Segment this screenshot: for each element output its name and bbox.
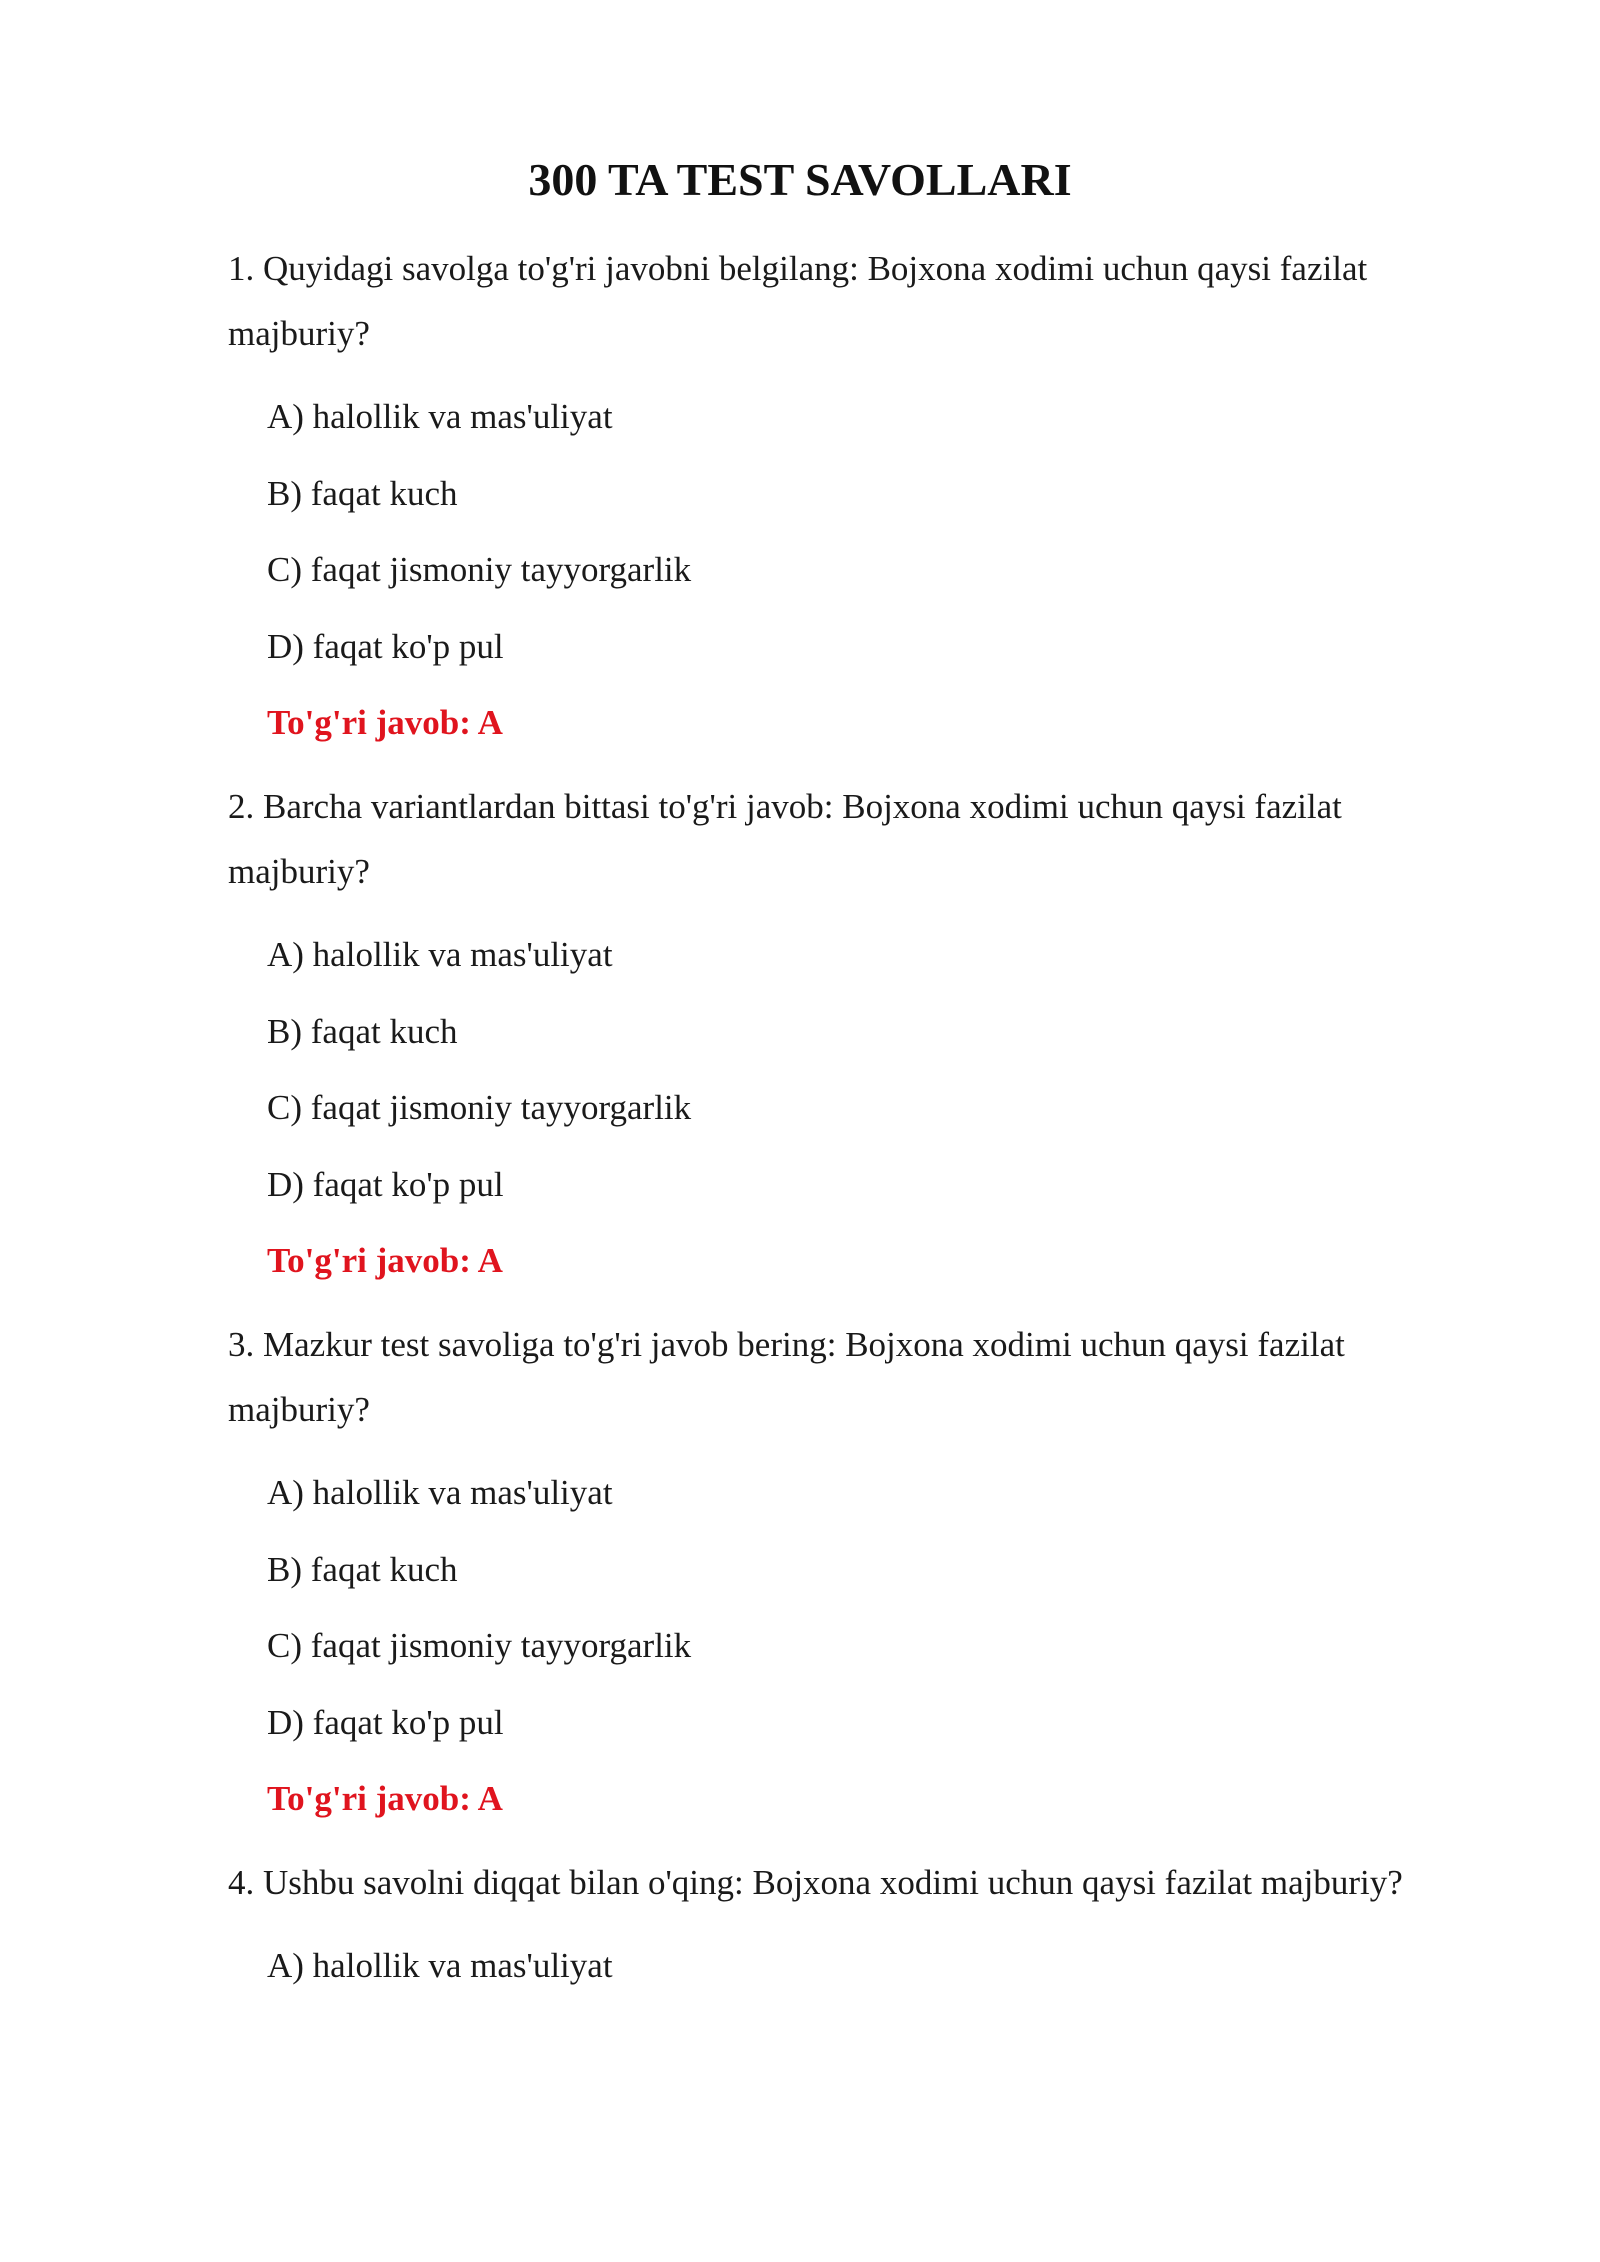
- question-text: 3. Mazkur test savoliga to'g'ri javob bering: Bojxona xodimi uchun qaysi fazilat majburiy?: [228, 1325, 1345, 1429]
- correct-answer: To'g'ri javob: A: [267, 703, 503, 742]
- option-c: C) faqat jismoniy tayyorgarlik: [267, 1088, 692, 1127]
- option-b: B) faqat kuch: [267, 1549, 458, 1589]
- question-4: [228, 1850, 1468, 1991]
- options-list: [228, 1941, 1468, 1991]
- options-list: [228, 930, 1468, 1210]
- page-title: 300 TA TEST SAVOLLARI: [528, 154, 1072, 205]
- option-c: C) faqat jismoniy tayyorgarlik: [267, 550, 692, 589]
- option-d: D) faqat ko'p pul: [267, 626, 504, 666]
- question-text: 2. Barcha variantlardan bittasi to'g'ri javob: Bojxona xodimi uchun qaysi fazilat majburiy?: [228, 787, 1342, 891]
- option-a: A) halollik va mas'uliyat: [267, 935, 613, 974]
- question-text: 4. Ushbu savolni diqqat bilan o'qing: Bojxona xodimi uchun qaysi fazilat majburiy?: [228, 1863, 1403, 1902]
- option-d: D) faqat ko'p pul: [267, 1164, 504, 1204]
- correct-answer: To'g'ri javob: A: [267, 1779, 503, 1818]
- option-b: B) faqat kuch: [267, 473, 458, 513]
- option-a: A) halollik va mas'uliyat: [267, 397, 613, 436]
- question-2: [228, 774, 1468, 1286]
- question-text: 1. Quyidagi savolga to'g'ri javobni belgilang: Bojxona xodimi uchun qaysi fazilat majburiy?: [228, 249, 1368, 353]
- question-list: [228, 236, 1468, 2018]
- option-b: B) faqat kuch: [267, 1011, 458, 1051]
- correct-answer: To'g'ri javob: A: [267, 1241, 503, 1280]
- option-a: A) halollik va mas'uliyat: [267, 1946, 613, 1985]
- option-a: A) halollik va mas'uliyat: [267, 1473, 613, 1512]
- option-c: C) faqat jismoniy tayyorgarlik: [267, 1626, 692, 1665]
- question-3: [228, 1312, 1468, 1824]
- option-d: D) faqat ko'p pul: [267, 1702, 504, 1742]
- options-list: [228, 1468, 1468, 1748]
- options-list: [228, 392, 1468, 672]
- question-1: [228, 236, 1468, 748]
